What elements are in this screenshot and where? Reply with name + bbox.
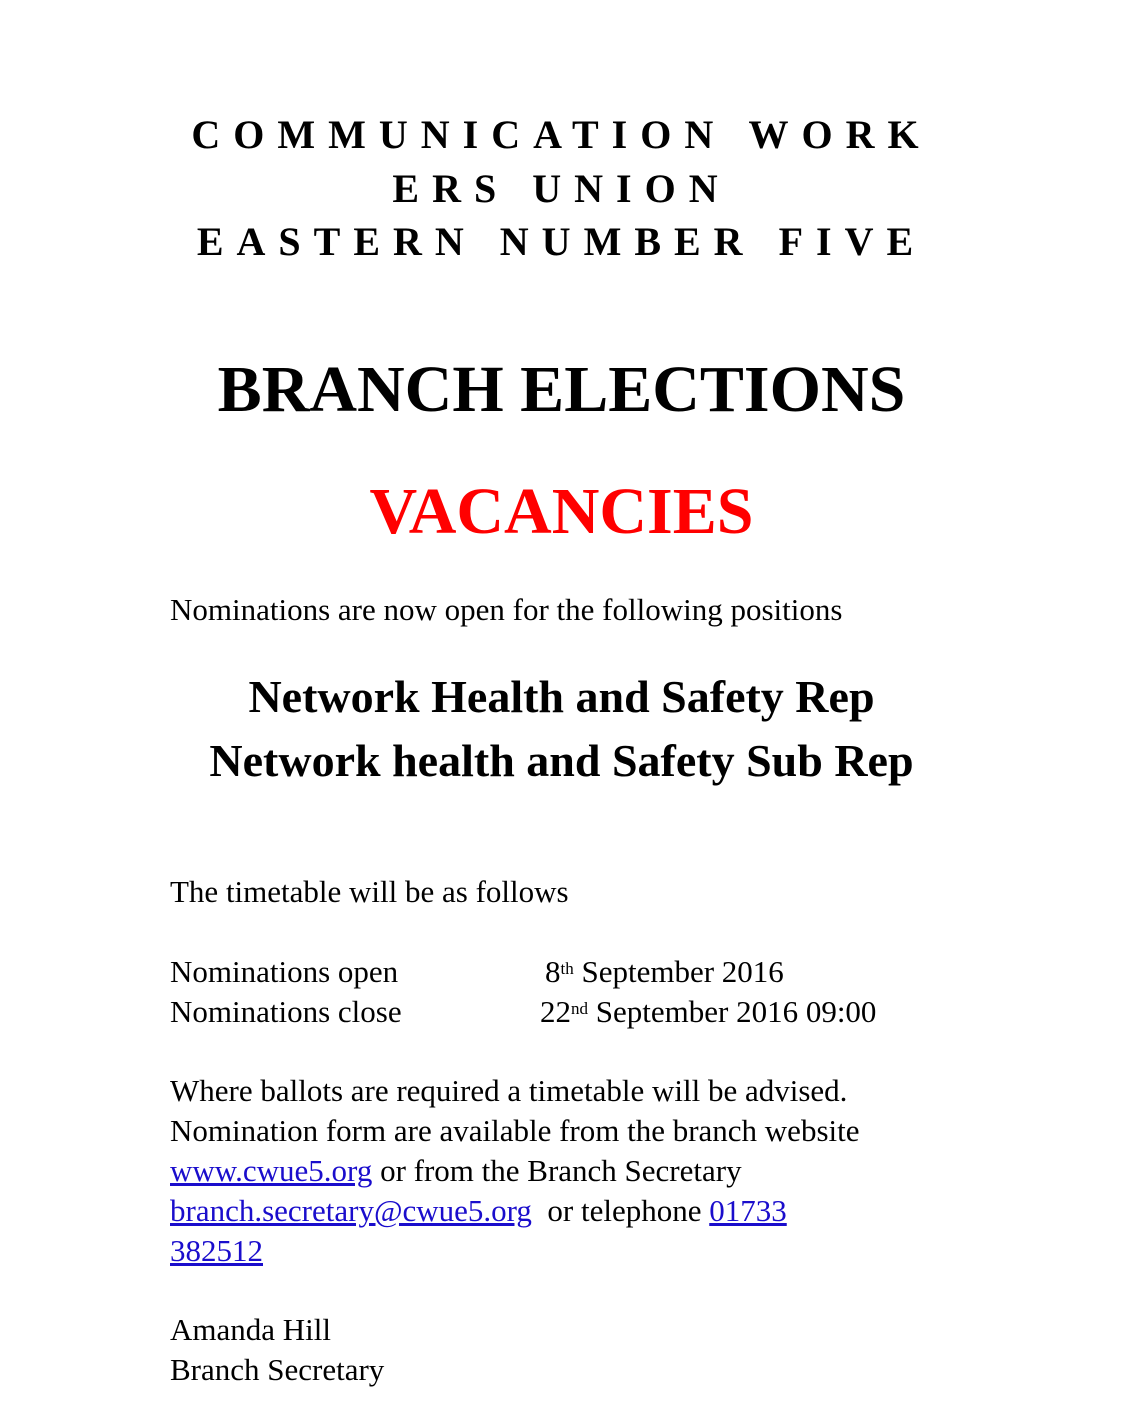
timetable-value-open bbox=[545, 952, 784, 992]
date-suffix: th bbox=[560, 959, 574, 978]
email-link[interactable]: branch.secretary@cwue5.org bbox=[170, 1193, 532, 1228]
contact-line-mid: or telephone bbox=[531, 1193, 710, 1228]
page-title: BRANCH ELECTIONS bbox=[217, 353, 906, 426]
union-name-line-2: ERS UNION bbox=[392, 166, 731, 211]
timetable-label-open: Nominations open bbox=[170, 954, 399, 989]
vacancies-heading: VACANCIES bbox=[369, 475, 754, 548]
union-name-line-1: COMMUNICATION WORK bbox=[191, 112, 932, 157]
phone-link-part-1[interactable]: 01733 bbox=[709, 1193, 787, 1228]
contact-line bbox=[170, 1191, 787, 1231]
signatory-role: Branch Secretary bbox=[170, 1352, 385, 1387]
website-line bbox=[170, 1151, 742, 1191]
intro-text: Nominations are now open for the following positions bbox=[170, 592, 843, 627]
date-day: 22 bbox=[540, 994, 571, 1029]
phone-line-2 bbox=[170, 1231, 263, 1271]
website-link[interactable]: www.cwue5.org bbox=[170, 1153, 373, 1188]
timetable-label-close: Nominations close bbox=[170, 994, 402, 1029]
date-rest: September 2016 09:00 bbox=[588, 994, 877, 1029]
signatory-name: Amanda Hill bbox=[170, 1312, 331, 1347]
website-line-rest: or from the Branch Secretary bbox=[372, 1153, 742, 1188]
date-rest: September 2016 bbox=[573, 954, 784, 989]
date-suffix: nd bbox=[571, 999, 588, 1018]
union-name-line-3: EASTERN NUMBER FIVE bbox=[196, 219, 927, 264]
nomination-form-text: Nomination form are available from the branch website bbox=[170, 1113, 860, 1148]
timetable-value-close bbox=[540, 992, 876, 1032]
position-item: Network health and Safety Sub Rep bbox=[209, 735, 914, 786]
date-day: 8 bbox=[545, 954, 561, 989]
ballot-info-text: Where ballots are required a timetable will be advised. bbox=[170, 1073, 848, 1108]
timetable-heading: The timetable will be as follows bbox=[170, 874, 569, 909]
position-item: Network Health and Safety Rep bbox=[248, 671, 875, 722]
phone-link-part-2[interactable]: 382512 bbox=[170, 1233, 263, 1268]
